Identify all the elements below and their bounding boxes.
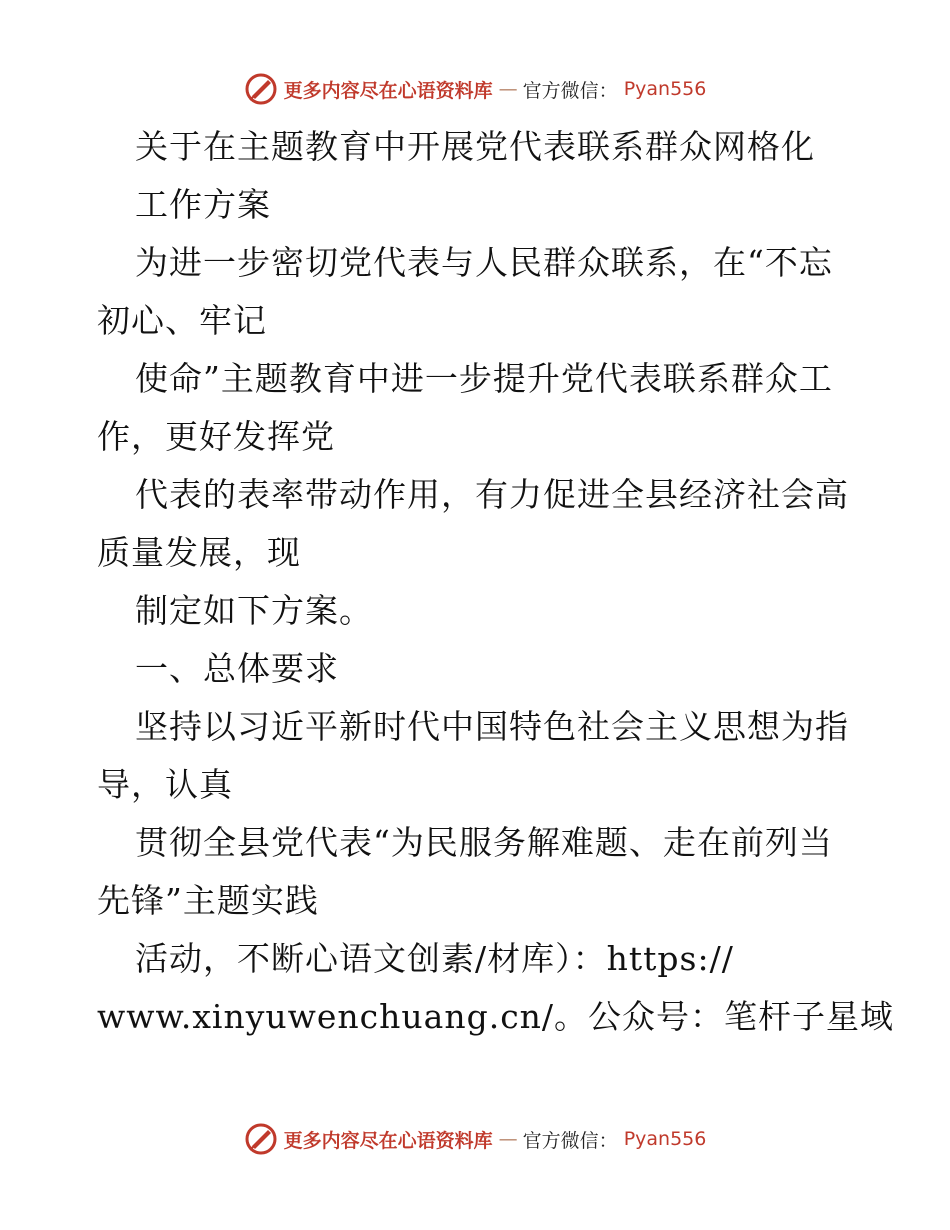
paragraph-line: 初心、牢记	[97, 301, 267, 340]
watermark-main-text: 更多内容尽在心语资料库	[283, 79, 493, 102]
paragraph-line: 使命”主题教育中进一步提升党代表联系群众工	[135, 359, 833, 398]
paragraph-line: 代表的表率带动作用，有力促进全县经济社会高	[135, 475, 849, 514]
watermark-wechat-label: 官方微信：	[522, 79, 618, 102]
quill-circle-logo-icon	[244, 1122, 278, 1156]
doc-title-line-2: 工作方案	[135, 185, 271, 224]
paragraph-line: 为进一步密切党代表与人民群众联系，在“不忘	[135, 243, 833, 282]
quill-circle-logo-icon	[244, 72, 278, 106]
paragraph-line-url: www.xinyuwenchuang.cn/。公众号：笔杆子星域	[97, 997, 895, 1036]
watermark-dash: —	[498, 1128, 517, 1150]
section-heading: 一、总体要求	[135, 649, 339, 688]
footer-watermark-banner	[0, 1122, 950, 1156]
watermark-wechat-id: Pyan556	[623, 78, 707, 100]
paragraph-line: 贯彻全县党代表“为民服务解难题、走在前列当	[135, 823, 833, 862]
paragraph-line: 先锋”主题实践	[97, 881, 319, 920]
header-watermark-banner	[0, 72, 950, 106]
document-body	[97, 118, 895, 1046]
watermark-wechat-id: Pyan556	[623, 1128, 707, 1150]
doc-title-line-1: 关于在主题教育中开展党代表联系群众网格化	[135, 127, 815, 166]
paragraph-line: 制定如下方案。	[135, 591, 373, 630]
paragraph-line: 导，认真	[97, 765, 233, 804]
paragraph-line: 活动，不断心语文创素/材库）：https://	[135, 939, 734, 978]
watermark-dash: —	[498, 78, 517, 100]
paragraph-line: 质量发展，现	[97, 533, 301, 572]
paragraph-line: 坚持以习近平新时代中国特色社会主义思想为指	[135, 707, 849, 746]
watermark-main-text: 更多内容尽在心语资料库	[283, 1129, 493, 1152]
watermark-wechat-label: 官方微信：	[522, 1129, 618, 1152]
paragraph-line: 作，更好发挥党	[97, 417, 335, 456]
